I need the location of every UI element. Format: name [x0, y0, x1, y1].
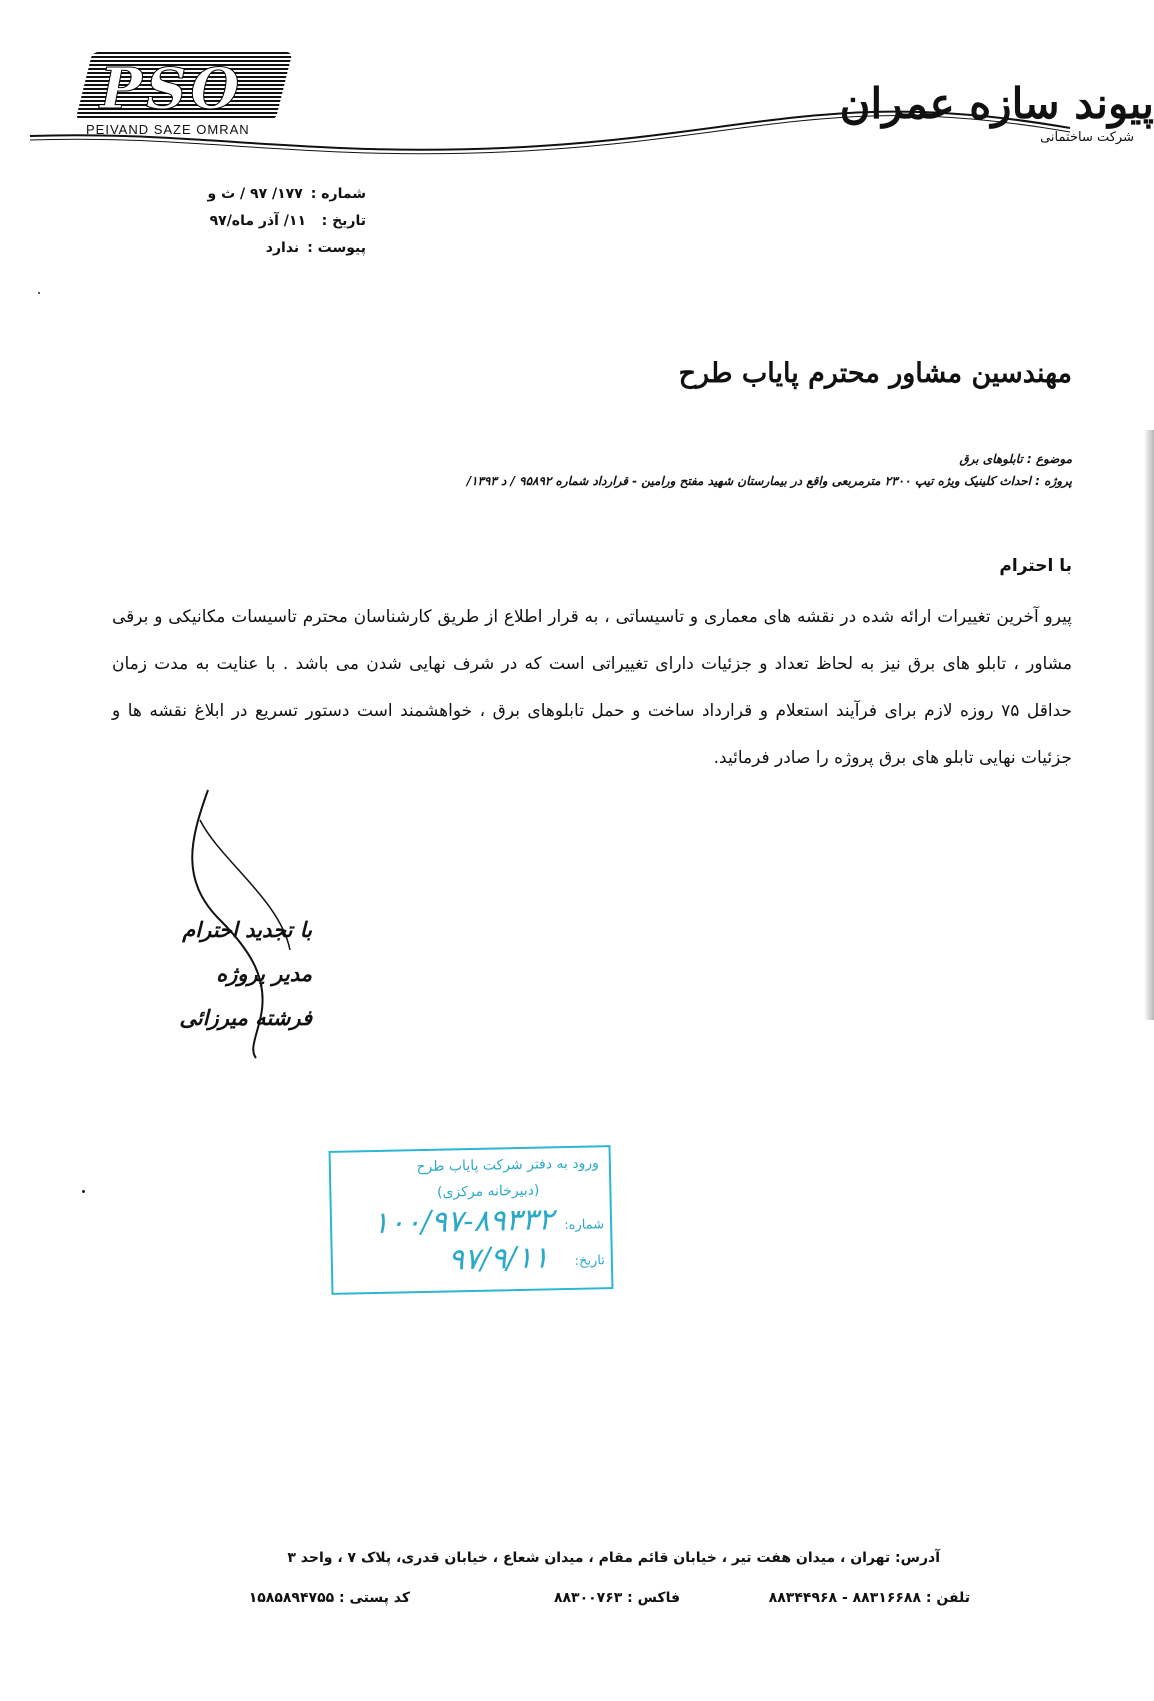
stamp-date-value: ۹۷/۹/۱۱ — [447, 1240, 550, 1278]
salutation: با احترام — [999, 556, 1072, 576]
meta-attachment — [126, 240, 366, 267]
company-header-right — [839, 79, 1154, 172]
meta-number-value: ۱۷۷/ ۹۷ / ث و — [207, 186, 303, 202]
footer-phone-value: ۸۸۳۱۶۶۸۸ - ۸۸۳۴۴۹۶۸ — [768, 1590, 921, 1606]
scan-speck — [38, 292, 40, 294]
scan-edge-shadow — [1144, 430, 1154, 1020]
stamp-line1: ورود به دفتر شرکت پایاب طرح — [416, 1155, 600, 1176]
footer-postal — [249, 1590, 410, 1606]
stamp-line2: (دبیرخانه مرکزی) — [436, 1182, 540, 1201]
subject-line: موضوع : تابلوهای برق — [959, 452, 1072, 466]
footer-fax-label: فاکس : — [627, 1590, 680, 1606]
meta-number — [126, 186, 366, 213]
signature-closing: با تجدید احترام — [182, 917, 312, 942]
footer-fax-value: ۸۸۳۰۰۷۶۳ — [553, 1590, 623, 1606]
letter-meta — [126, 186, 366, 267]
logo-caption: PEIVAND SAZE OMRAN — [86, 122, 250, 137]
meta-number-label: شماره : — [310, 186, 366, 202]
stamp-date-label: تاریخ: — [574, 1253, 606, 1269]
signature-role: مدیر پروژه — [216, 961, 312, 986]
meta-attachment-label: پیوست : — [307, 240, 366, 256]
stamp-number-value: ۱۰۰/۹۷-۸۹۳۳۲ — [372, 1202, 555, 1242]
footer-phone — [769, 1590, 970, 1606]
footer-postal-label: کد پستی : — [339, 1590, 410, 1606]
recipient: مهندسین مشاور محترم پایاب طرح — [678, 358, 1072, 389]
signature-block — [112, 908, 312, 1040]
meta-attachment-value: ندارد — [265, 240, 300, 256]
footer-postal-value: ۱۵۸۵۸۹۴۷۵۵ — [248, 1590, 335, 1606]
company-name: پیوند سازه عمران — [839, 79, 1154, 128]
meta-date — [126, 213, 366, 240]
meta-date-value: ۱۱/ آذر ماه/۹۷ — [209, 213, 306, 229]
project-line: پروژه : احداث کلینیک ویژه تیپ ۲۳۰۰ مترمربعی واقع در بیمارستان شهید مفتح ورامین - قرارداد شماره ۹۵۸۹۲ / د ۱۳۹۳/ — [466, 474, 1072, 488]
footer-fax — [554, 1590, 680, 1606]
logo-mark: PSO — [100, 56, 244, 122]
footer-address: آدرس: تهران ، میدان هفت تیر ، خیابان قائم مقام ، میدان شعاع ، خیابان قدری، پلاک ۷ ، واحد ۳ — [287, 1550, 940, 1566]
footer-phone-label: تلفن : — [925, 1590, 970, 1606]
meta-date-label: تاریخ : — [321, 213, 366, 229]
stamp-number-label: شماره: — [564, 1217, 605, 1234]
letter-body: پیرو آخرین تغییرات ارائه شده در نقشه های معماری و تاسیساتی ، به قرار اطلاع از طریق کارشناسان محترم تاسیسات مکانیکی و برقی مشاور ، تابلو های برق نیز به لحاظ تعداد و جزئیات دارای تغییراتی است که در شرف نهایی شدن می باشد . با عنایت به مدت زمان حداقل ۷۵ روزه لازم برای فرآیند استعلام و قرارداد ساخت و حمل تابلوهای برق ، خواهشمند است دستور تسریع در ابلاغ نقشه ها و جزئیات نهایی تابلو های برق پروژه را صادر فرمائید. — [112, 607, 1072, 768]
signature-name: فرشته میرزائی — [179, 1005, 312, 1030]
scan-speck — [82, 1190, 85, 1193]
incoming-stamp — [329, 1145, 614, 1295]
company-type: شرکت ساختمانی — [1040, 130, 1134, 145]
